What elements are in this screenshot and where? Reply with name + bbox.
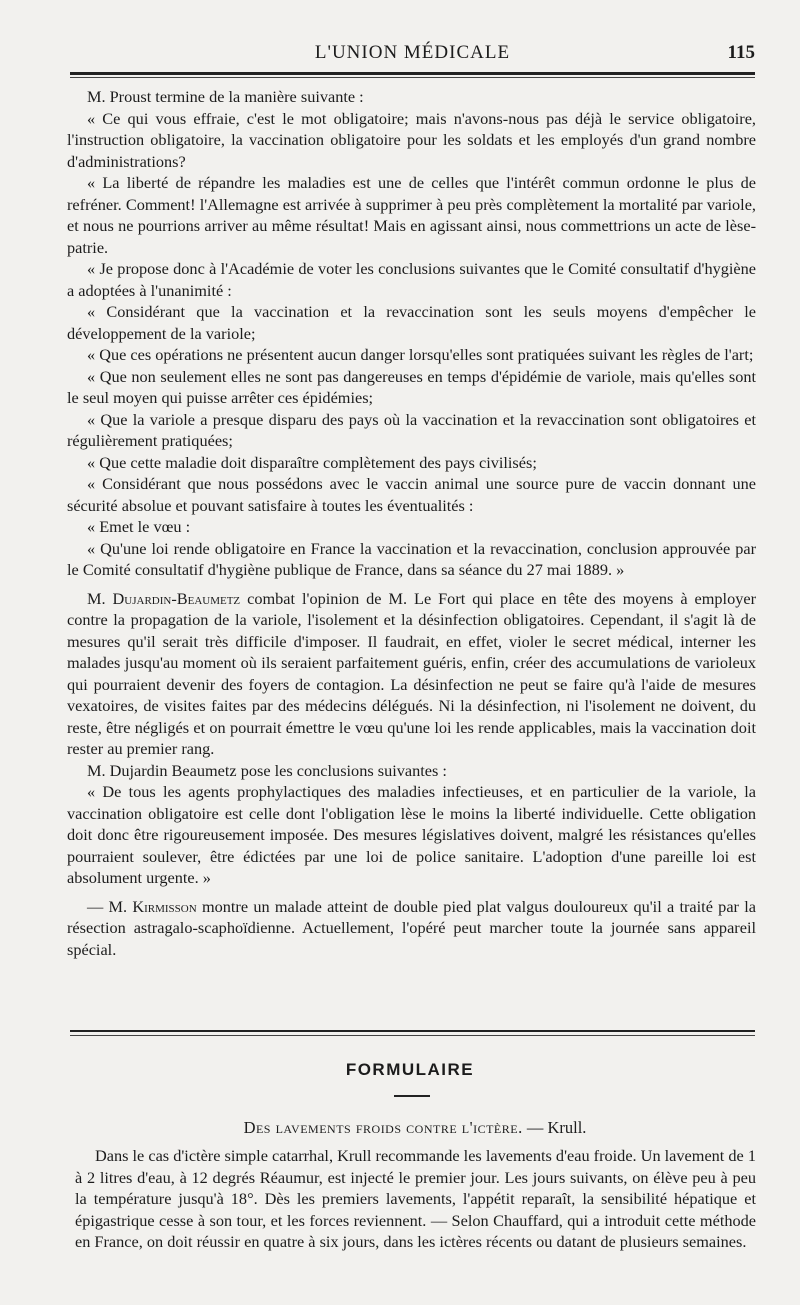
section-rule bbox=[70, 1030, 755, 1032]
title-rule bbox=[394, 1095, 430, 1097]
paragraph-text: combat l'opinion de M. Le Fort qui place en tête des moyens à employer contre la propagation de la variole, l'isolement et la désinfection obligatoires. Cependant, il s'agit là de mesures qu'il serait très difficile d'imposer. Il faudrait, en effet, violer le secret médical, interner les malades jusqu'au moment où ils seraient parfaitement guéris, enfin, créer des accumulations de varioleux qui pourraient devenir des foyers de contagion. La désinfection ne peut se faire qu'à l'aide de mesures vexatoires, de visites faites par des médecins délégués. Ni la désinfection, ni l'isolement ne doivent, du reste, être négligés et on pourrait émettre le vœu qu'une loi les rende applicables, mais la vaccination doit rester au premier rang. bbox=[67, 588, 756, 758]
paragraph: « Que ces opérations ne présentent aucun danger lorsqu'elles sont pratiquées suivant les règles de l'art; bbox=[87, 345, 754, 364]
paragraph: « Que cette maladie doit disparaître complètement des pays civilisés; bbox=[87, 452, 537, 472]
paragraph: « Que non seulement elles ne sont pas dangereuses en temps d'épidémie de variole, mais qu'elles sont le seul moyen qui puisse arrêter ces épidémies; bbox=[67, 366, 756, 407]
speaker-name: Kirmisson bbox=[132, 896, 197, 916]
paragraph: « Considérant que la vaccination et la revaccination sont les seuls moyens d'empêcher le développement de la variole; bbox=[67, 302, 756, 343]
journal-title: L'UNION MÉDICALE bbox=[314, 42, 511, 63]
main-text bbox=[67, 86, 756, 960]
paragraph: M. Dujardin-Beaumetz combat l'opinion de M. Le Fort qui place en tête des moyens à employer contre la propagation de la variole, l'isolement et la désinfection obligatoires. Cependant, il s'agit là de mesures qu'il serait très difficile d'imposer. Il faudrait, en effet, violer le secret médical, interner les malades jusqu'au moment où ils seraient parfaitement guéris, enfin, créer des accumulations de varioleux qui pourraient devenir des foyers de contagion. La désinfection ne peut se faire qu'à l'aide de mesures vexatoires, de visites faites par des médecins délégués. Ni la désinfection, ni l'isolement ne doivent, du reste, être négligés et on pourrait émettre le vœu qu'une loi les rende applicables, mais la vaccination doit rester au premier rang. bbox=[67, 588, 756, 758]
paragraph: M. Dujardin Beaumetz pose les conclusions suivantes : bbox=[87, 760, 447, 780]
speaker-name: Dujardin-Beaumetz bbox=[112, 588, 241, 608]
page-header bbox=[70, 40, 755, 70]
paragraph: M. Proust termine de la manière suivante : bbox=[87, 87, 364, 106]
page-number: 115 bbox=[727, 42, 755, 63]
section-rule-thin bbox=[70, 1035, 755, 1036]
paragraph: — M. Kirmisson montre un malade atteint de double pied plat valgus douloureux qu'il a traité par la résection astragalo-scaphoïdienne. Actuellement, l'opéré peut marcher toute la journée sans appareil spécial. bbox=[67, 896, 756, 959]
paragraph: « Emet le vœu : bbox=[87, 517, 191, 536]
formulaire-text bbox=[75, 1145, 756, 1253]
article-heading: Des lavements froids contre l'ictère. bbox=[243, 1118, 523, 1137]
header-rule-thin bbox=[70, 77, 755, 78]
paragraph: « La liberté de répandre les maladies est une de celles que l'intérêt commun ordonne le plus de refréner. Comment! l'Allemagne est arrivée à supprimer à peu près complètement la mortalité par variole, et nous ne pourrions arriver au même résultat! Mais en agissant ainsi, nous commettrions un acte de lèse-patrie. bbox=[67, 173, 756, 257]
paragraph: « Qu'une loi rende obligatoire en France la vaccination et la revaccination, conclusion approuvée par le Comité consultatif d'hygiène publique de France, dans sa séance du 27 mai 1889. » bbox=[67, 538, 756, 579]
paragraph: « Considérant que nous possédons avec le vaccin animal une source pure de vaccin donnant une sécurité absolue et pouvant satisfaire à toutes les éventualités : bbox=[67, 474, 756, 515]
header-rule bbox=[70, 72, 755, 75]
section-title: FORMULAIRE bbox=[345, 1060, 475, 1079]
paragraph: « Je propose donc à l'Académie de voter les conclusions suivantes que le Comité consultatif d'hygiène a adoptées à l'unanimité : bbox=[67, 259, 756, 300]
paragraph: « Que la variole a presque disparu des pays où la vaccination et la revaccination sont obligatoires et régulièrement pratiquées; bbox=[67, 409, 756, 450]
article-title: Des lavements froids contre l'ictère. — Krull. bbox=[243, 1118, 587, 1137]
paragraph: « De tous les agents prophylactiques des maladies infectieuses, et en particulier de la variole, la vaccination obligatoire est celle dont l'obligation lèse le moins la liberté individuelle. Cette obligation doit donc être rigoureusement imposée. Des mesures législatives doivent, malgré les résistances qu'elles pourraient soulever, être édictées par une loi de police sanitaire. L'adoption d'une pareille loi est absolument urgente. » bbox=[67, 782, 756, 887]
paragraph-text: montre un malade atteint de double pied plat valgus douloureux qu'il a traité par la résection astragalo-scaphoïdienne. Actuellement, l'opéré peut marcher toute la journée sans appareil spécial. bbox=[67, 896, 756, 959]
article-author: Krull. bbox=[547, 1118, 587, 1137]
paragraph: « Ce qui vous effraie, c'est le mot obligatoire; mais n'avons-nous pas déjà le service obligatoire, l'instruction obligatoire, la vaccination obligatoire pour les soldats et les employés d'un grand nombre d'administrations? bbox=[67, 108, 756, 171]
paragraph: Dans le cas d'ictère simple catarrhal, Krull recommande les lavements d'eau froide. Un lavement de 1 à 2 litres d'eau, à 12 degrés Réaumur, est injecté le premier jour. Les jours suivants, on élève peu à peu la température jusqu'à 18°. Dès les premiers lavements, l'appétit reparaît, la sensibilité hépatique et épigastrique cesse à son tour, et les forces reviennent. — Selon Chauffard, qui a introduit cette méthode en France, on doit réussir en quatre à six jours, dans les ictères récents ou datant de plusieurs semaines. bbox=[75, 1146, 756, 1251]
